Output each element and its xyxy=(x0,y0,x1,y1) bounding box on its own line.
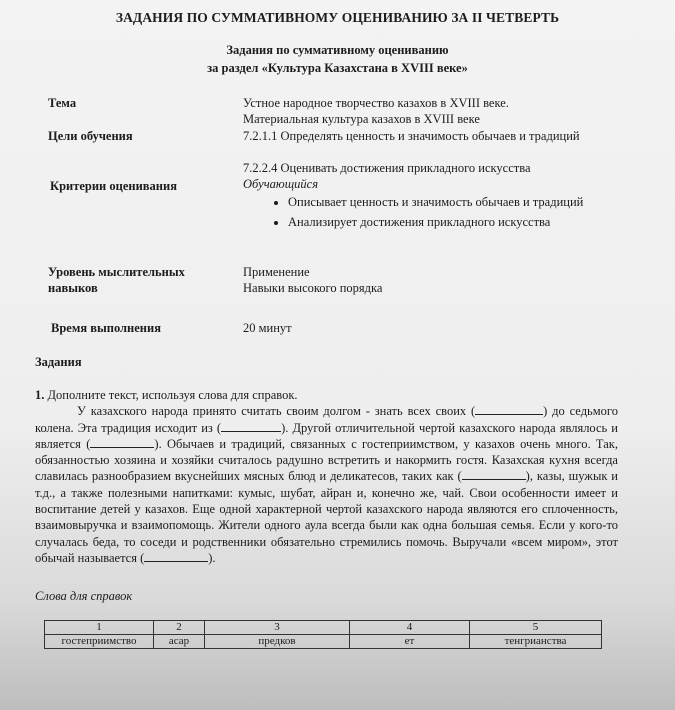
topic-label: Тема xyxy=(48,96,77,110)
topic-value-1: Устное народное творчество казахов в XVIII веке. xyxy=(243,96,509,110)
skills-value-2: Навыки высокого порядка xyxy=(243,281,383,295)
text-part: ) до седьмого колена. Эта традиция исходит из ( xyxy=(35,404,618,435)
blank-1[interactable] xyxy=(475,403,543,415)
text-part: У казахского народа принято считать своим долгом - знать всех своих ( xyxy=(77,404,476,419)
wordbank-word: тенгрианства xyxy=(470,635,602,649)
criteria-label: Критерии оценивания xyxy=(50,179,177,193)
wordbank-word: асар xyxy=(154,635,205,649)
wordbank-number: 5 xyxy=(470,621,602,635)
wordbank-number: 2 xyxy=(154,621,205,635)
skills-label-2: навыков xyxy=(48,281,98,295)
wordbank-word: ет xyxy=(350,635,470,649)
text-part: ). xyxy=(208,550,216,565)
subtitle-line-2: за раздел «Культура Казахстана в XVIII веке» xyxy=(207,61,468,75)
wordbank-number: 3 xyxy=(205,621,350,635)
goal-2: 7.2.2.4 Оценивать достижения прикладного искусства xyxy=(243,161,531,175)
time-label: Время выполнения xyxy=(51,321,161,335)
wordbank-number: 1 xyxy=(45,621,154,635)
document-title: ЗАДАНИЯ ПО СУММАТИВНОМУ ОЦЕНИВАНИЮ ЗА II ЧЕТВЕРТЬ xyxy=(115,10,560,25)
topic-value-2: Материальная культура казахов в XVIII веке xyxy=(243,112,480,126)
criteria-item: • Анализирует достижения прикладного искусства xyxy=(288,214,643,230)
wordbank-word: предков xyxy=(205,635,350,649)
goals-label: Цели обучения xyxy=(48,129,133,143)
wordbank-word-row xyxy=(45,635,602,649)
task-1 xyxy=(35,387,618,566)
subtitle-line-1: Задания по суммативному оцениванию xyxy=(226,43,449,57)
text-part: ). Другой отличительной чертой казахского народа являлось и является ( xyxy=(35,420,618,451)
wordbank-table xyxy=(44,620,602,649)
tasks-heading: Задания xyxy=(35,355,82,369)
criteria-item: • Описывает ценность и значимость обычаев и традиций xyxy=(288,194,643,210)
time-value: 20 минут xyxy=(243,321,292,335)
criteria-list xyxy=(258,194,643,234)
task-1-instruction xyxy=(35,387,618,403)
text-part: ). Обычаев и традиций, связанных с гостеприимством, у казахов очень много. Так, обязанностью хозяина и хозяйки считалось радушно встретить и накормить гостя. Казахская кухня всегда славилась разнообразием вкуснейших мясных блюд и деликатесов, таких как ( xyxy=(35,436,618,484)
wordbank-number: 4 xyxy=(350,621,470,635)
wordbank-word: гостеприимство xyxy=(45,635,154,649)
criteria-intro: Обучающийся xyxy=(243,177,319,191)
wordbank-number-row xyxy=(45,621,602,635)
task-1-number: 1. xyxy=(35,388,45,402)
wordbank-title: Слова для справок xyxy=(35,589,133,603)
task-1-instruction-text: Дополните текст, используя слова для справок. xyxy=(47,388,298,402)
skills-value-1: Применение xyxy=(243,265,310,279)
task-1-text xyxy=(35,403,618,566)
blank-2[interactable] xyxy=(221,420,281,432)
blank-4[interactable] xyxy=(462,468,526,480)
blank-5[interactable] xyxy=(144,550,208,562)
goal-1: 7.2.1.1 Определять ценность и значимость обычаев и традиций xyxy=(243,129,580,143)
text-part: ), казы, шужык и т.д., а также полезными напитками: кумыс, шубат, айран и, конечно же, чай. Свои особенности имеет и воспитание детей у казахов. Еще одной характерной чертой казахского народа являются его сплоченность, взаимовыручка и взаимопомощь. Жители одного аула всегда были как одна большая семья. Если у кого-то случалась беда, то соседи и родственники обязательно стремились помочь. Выручали «всем миром», этот обычай называется ( xyxy=(35,469,618,565)
blank-3[interactable] xyxy=(90,436,154,448)
skills-label-1: Уровень мыслительных xyxy=(48,265,185,279)
